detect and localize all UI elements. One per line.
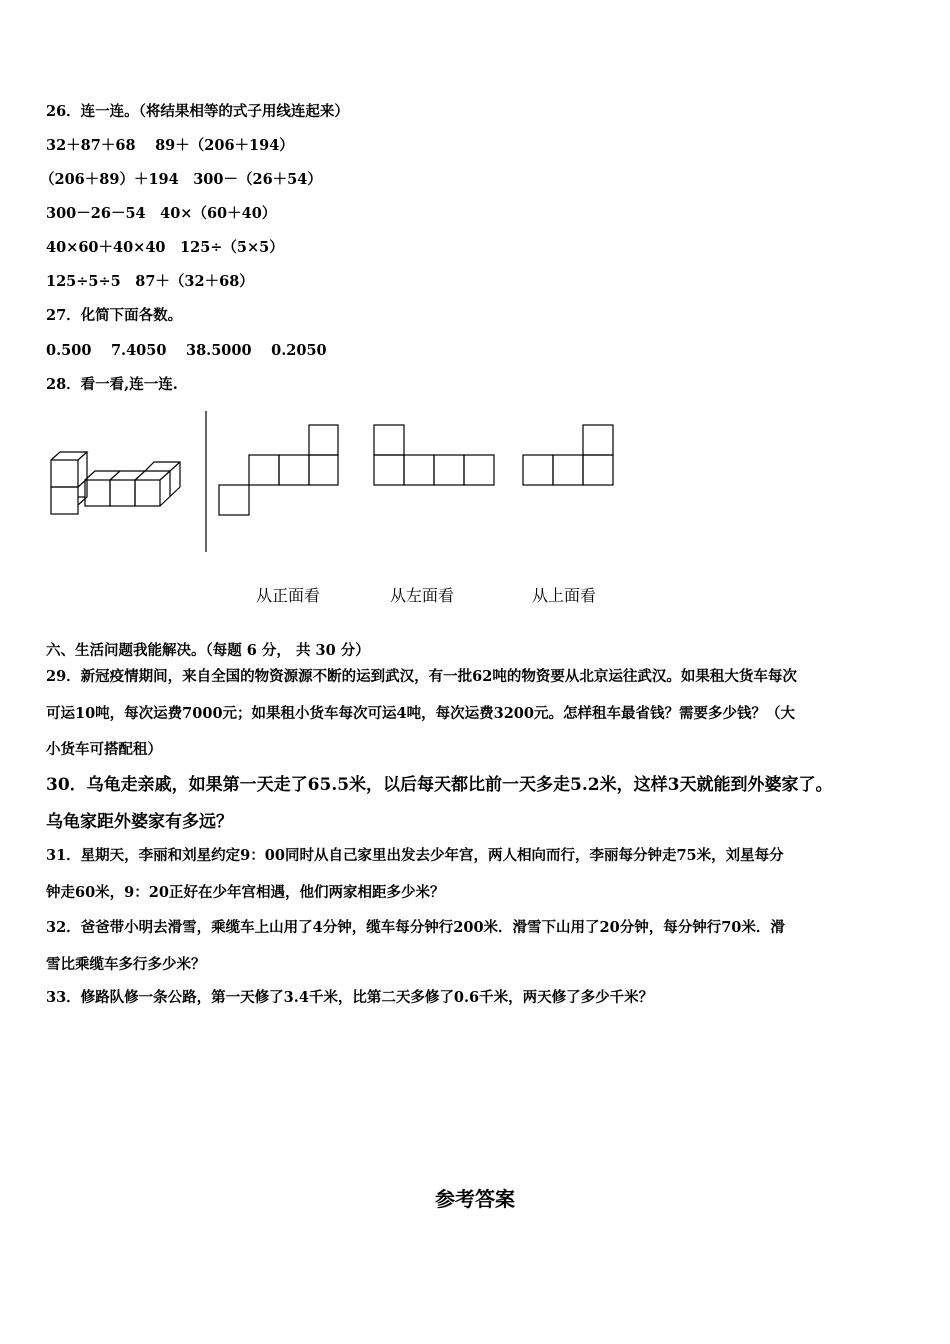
answers-heading: 参考答案: [435, 1187, 515, 1211]
q26-row-4: 40×60＋40×40 125÷（5×5）: [46, 239, 284, 256]
view-b-squares: [374, 425, 494, 485]
q31-line-1: 31．星期天，李丽和刘星约定9：00同时从自己家里出发去少年宫，两人相向而行，李丽每分钟走75米，刘星每分: [46, 847, 784, 864]
q32-line-1: 32．爸爸带小明去滑雪，乘缆车上山用了4分钟，缆车每分钟行200米．滑雪下山用了20分钟，每分钟行70米．滑: [46, 919, 785, 936]
section6-title: 六、生活问题我能解决。（每题 6 分， 共 30 分）: [46, 642, 370, 659]
q26-title: 26．连一连。（将结果相等的式子用线连起来）: [46, 103, 349, 120]
q29-line-1: 29．新冠疫情期间，来自全国的物资源源不断的运到武汉，有一批62吨的物资要从北京运往武汉。如果租大货车每次: [46, 668, 797, 685]
caption-left-view: 从左面看: [390, 586, 455, 605]
q31-line-2: 钟走60米，9：20正好在少年宫相遇，他们两家相距多少米？: [46, 884, 445, 901]
q29-line-2: 可运10吨，每次运费7000元；如果租小货车每次可运4吨，每次运费3200元。怎样租车最省钱？需要多少钱？（大: [46, 705, 795, 722]
caption-top-view: 从上面看: [532, 586, 597, 605]
view-c-squares: [523, 425, 613, 485]
cube-solid-drawing: [51, 452, 180, 514]
q26-row-2: （206＋89）＋194 300－（26＋54）: [40, 171, 322, 188]
q27-numbers: 0.500 7.4050 38.5000 0.2050: [46, 342, 327, 359]
q28-title: 28．看一看,连一连.: [46, 376, 178, 393]
view-a-squares: [219, 425, 338, 515]
q30-line-1: 30．乌龟走亲戚，如果第一天走了65.5米，以后每天都比前一天多走5.2米，这样3天就能到外婆家了。: [46, 775, 833, 795]
q29-line-3: 小货车可搭配租）: [46, 741, 162, 758]
q26-row-5: 125÷5÷5 87＋（32＋68）: [46, 273, 254, 290]
q26-row-1: 32＋87＋68 89＋（206＋194）: [46, 137, 294, 154]
caption-front-view: 从正面看: [256, 586, 321, 605]
q27-title: 27．化简下面各数。: [46, 307, 183, 324]
q30-line-2: 乌龟家距外婆家有多远？: [46, 812, 233, 832]
q26-row-3: 300－26－54 40×（60＋40）: [46, 205, 277, 222]
q32-line-2: 雪比乘缆车多行多少米？: [46, 956, 206, 973]
q33-line-1: 33．修路队修一条公路，第一天修了3.4千米，比第二天多修了0.6千米，两天修了多少千米？: [46, 989, 654, 1006]
